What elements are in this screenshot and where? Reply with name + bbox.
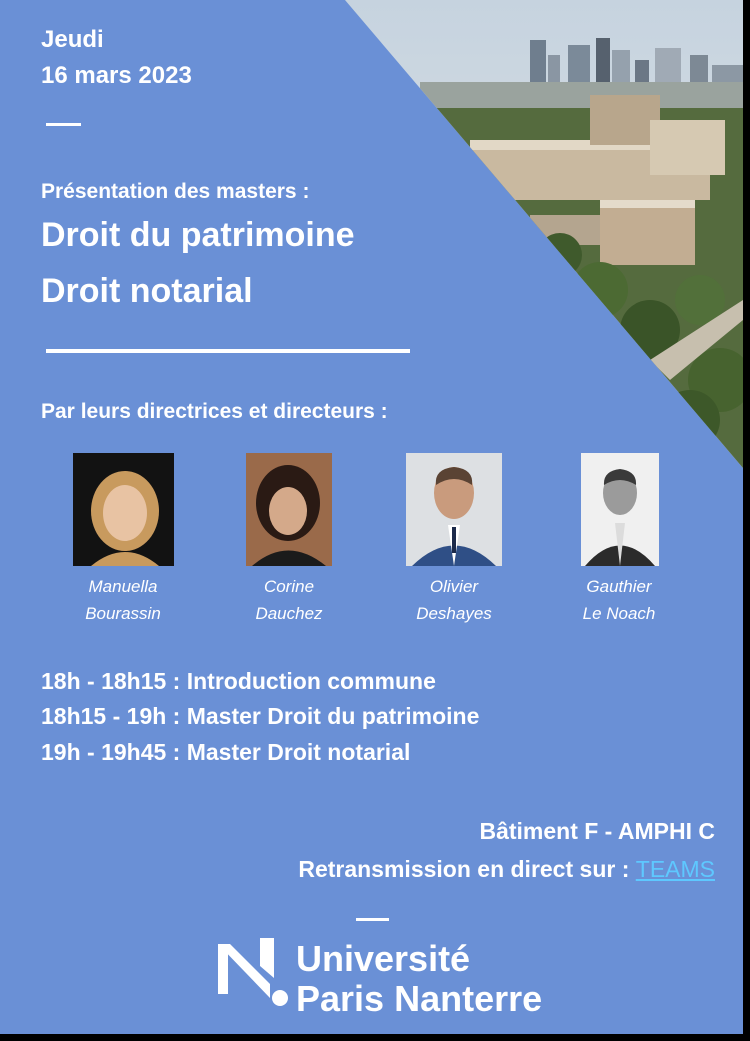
schedule-item-intro: 18h - 18h15 : Introduction commune bbox=[41, 668, 436, 694]
divider-short-bottom bbox=[356, 918, 389, 921]
schedule-item-patrimoine: 18h15 - 19h : Master Droit du patrimoine bbox=[41, 703, 480, 729]
portrait-dauchez bbox=[246, 453, 332, 566]
logo-line-universite: Université bbox=[296, 938, 471, 979]
portrait-deshayes bbox=[406, 453, 502, 566]
event-date-text: 16 mars 2023 bbox=[41, 62, 192, 89]
logo-line-paris-nanterre: Paris Nanterre bbox=[296, 978, 543, 1019]
speaker-name-bourassin: Manuella Bourassin bbox=[85, 577, 161, 623]
portrait-le-noach bbox=[581, 453, 659, 566]
speaker-name-deshayes: Olivier Deshayes bbox=[416, 577, 492, 623]
stream-prefix: Retransmission en direct sur : bbox=[298, 856, 636, 882]
stream-info bbox=[298, 856, 715, 883]
presentation-subtitle: Présentation des masters : bbox=[41, 180, 310, 203]
portrait-bourassin bbox=[73, 453, 174, 566]
divider-short-top bbox=[46, 123, 81, 126]
speaker-name-dauchez: Corine Dauchez bbox=[255, 577, 323, 623]
divider-long bbox=[46, 349, 410, 353]
event-day: Jeudi bbox=[41, 26, 104, 53]
master-title-patrimoine: Droit du patrimoine bbox=[41, 216, 355, 254]
directors-intro: Par leurs directrices et directeurs : bbox=[41, 400, 388, 423]
schedule-item-notarial: 19h - 19h45 : Master Droit notarial bbox=[41, 739, 411, 765]
master-title-notarial: Droit notarial bbox=[41, 272, 253, 310]
event-date bbox=[41, 22, 192, 94]
teams-link[interactable]: TEAMS bbox=[635, 856, 715, 882]
speaker-name-le-noach: Gauthier Le Noach bbox=[582, 577, 656, 623]
location-room: Bâtiment F - AMPHI C bbox=[479, 818, 715, 844]
university-logo-icon bbox=[218, 938, 290, 1008]
